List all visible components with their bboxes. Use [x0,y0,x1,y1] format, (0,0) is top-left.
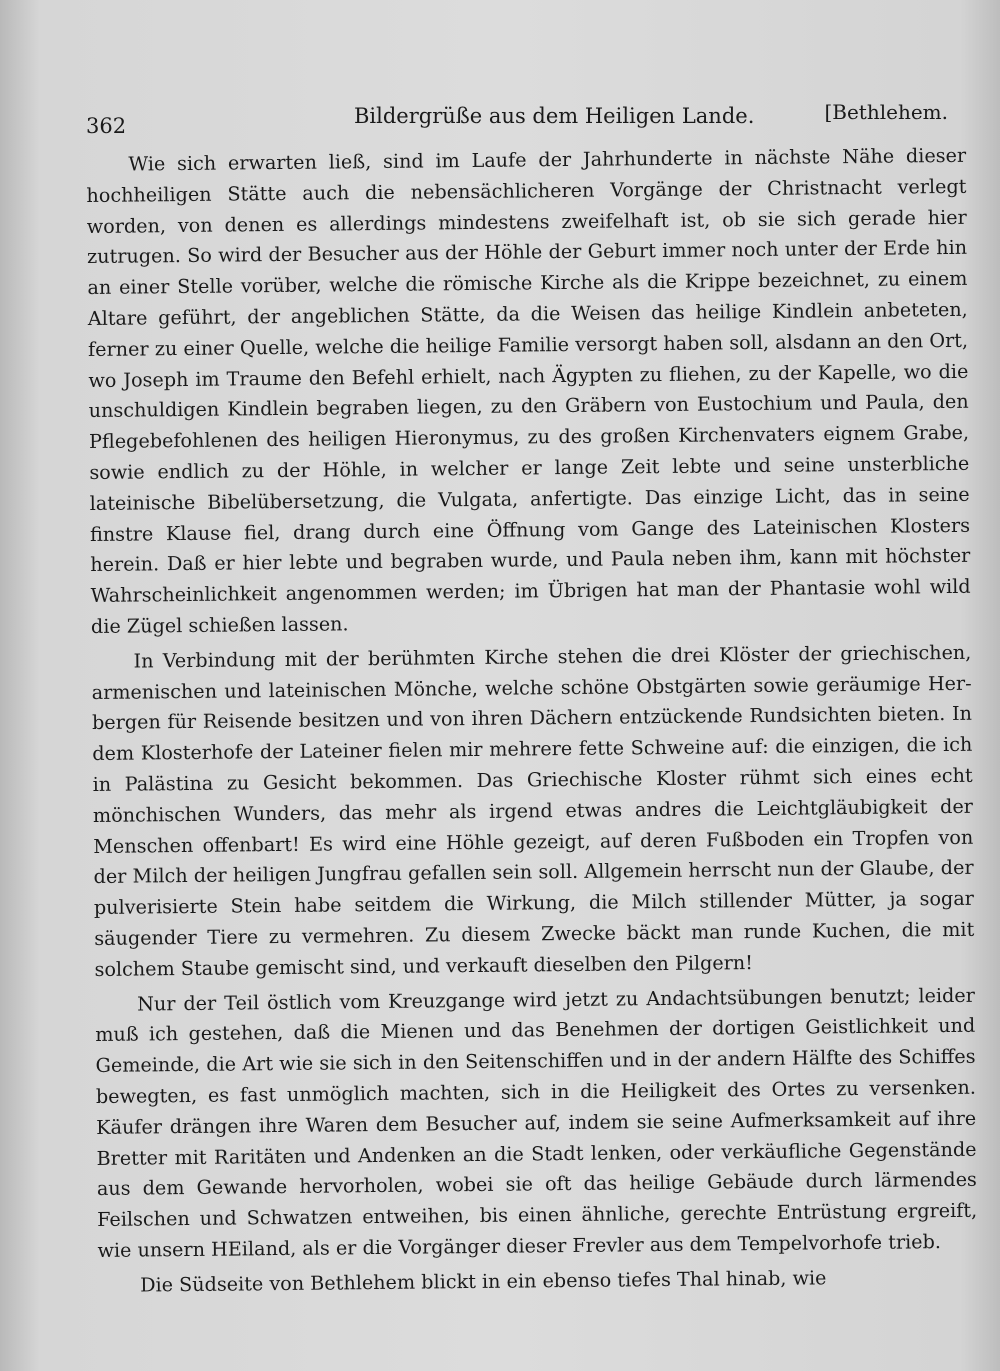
paragraph: Wie sich erwarten ließ, sind im Laufe der Jahrhunderte in nächste Nähe dieser hochheiligen Stätte auch die nebensächlicheren Vorgänge der Christnacht verlegt worden, von denen es allerdings mindestens zweifelhaft ist, ob sie sich gerade hier zutrugen. So wird der Besucher aus der Höhle der Geburt immer noch unter der Erde hin an einer Stelle vorüber, welche die römische Kirche als die Krippe bezeichnet, zu einem Altare geführt, der angeblichen Stätte, da die Weisen das heilige Kindlein anbeteten, ferner zu einer Quelle, welche die heilige Familie versorgt haben soll, alsdann an den Ort, wo Joseph im Traume den Befehl erhielt, nach Ägypten zu fliehen, zu der Kapelle, wo die unschuldigen Kindlein begraben liegen, zu den Gräbern von Eustochium und Paula, den Pflegebefohlenen des heiligen Hieronymus, zu des großen Kirchenvaters eignem Grabe, sowie endlich zu der Höhle, in welcher er lange Zeit lebte und seine unsterbliche lateinische Bibelübersetzung, die Vulgata, anfertigte. Das einzige Licht, das in seine finstre Klause fiel, drang durch eine Öffnung vom Gange des Lateinischen Klosters herein. Daß er hier lebte und begraben wurde, und Paula neben ihm, kann mit höchster Wahrscheinlichkeit angenommen werden; im Übrigen hat man der Phantasie wohl wild die Zügel schießen lassen. [86,143,971,638]
paragraph: Die Südseite von Bethlehem blickt in ein ebenso tiefes Thal hinab, wie [139,1265,827,1297]
paragraph: In Verbindung mit der berühmten Kirche stehen die drei Klöster der griechischen, armenischen und lateinischen Mönche, welche schöne Obstgärten sowie geräumige Herbergen für Reisende besitzen und von ihren Dächern entzückende Rundsichten bieten. In dem Klosterhofe der Lateiner fielen mir mehrere fette Schweine auf: die einzigen, die ich in Palästina zu Gesicht bekommen. Das Griechische Kloster rühmt sich eines echt mönchischen Wunders, das mehr als irgend etwas andres die Leichtgläubigkeit der Menschen offenbart! Es wird eine Höhle gezeigt, auf deren Fußboden ein Tropfen von der Milch der heiligen Jungfrau gefallen sein soll. Allgemein herrscht nun der Glaube, der pulverisierte Stein habe seitdem die Wirkung, die Milch stillender Mütter, ja sogar säugender Tiere zu vermehren. Zu diesem Zwecke bäckt man runde Kuchen, die mit solchem Staube gemischt sind, und verkauft dieselben den Pilgern! [91,640,975,981]
running-title: Bildergrüße aus dem Heiligen Lande. [354,104,755,128]
running-place: [Bethlehem. [824,100,948,124]
paragraph: Nur der Teil östlich vom Kreuzgange wird jetzt zu Andachtsübungen benutzt; leider muß ich gestehen, daß die Mienen und das Benehmen der dortigen Geistlichkeit und Gemeinde, die Art wie sie sich in den Seitenschiffen und in der andern Hälfte des Schiffes bewegten, es fast unmöglich machten, sich in die Heiligkeit des Ortes zu versenken. Käufer drängen ihre Waren dem Besucher auf, indem sie seine Aufmerksamkeit auf ihre Bretter mit Raritäten und Andenken an die Stadt lenken, oder verkäufliche Gegenstände aus dem Gewande hervorholen, wobei sie oft das heilige Gebäude durch lärmendes Feilschen und Schwatzen entweihen, bis einen ähnliche, gerechte Entrüstung ergreift, wie unsern HEiland, als er die Vorgänger dieser Frevler aus dem Tempelvorhofe trieb. [95,983,978,1262]
page-body [86,141,978,1302]
page-header [86,100,960,140]
page-number: 362 [86,114,127,138]
